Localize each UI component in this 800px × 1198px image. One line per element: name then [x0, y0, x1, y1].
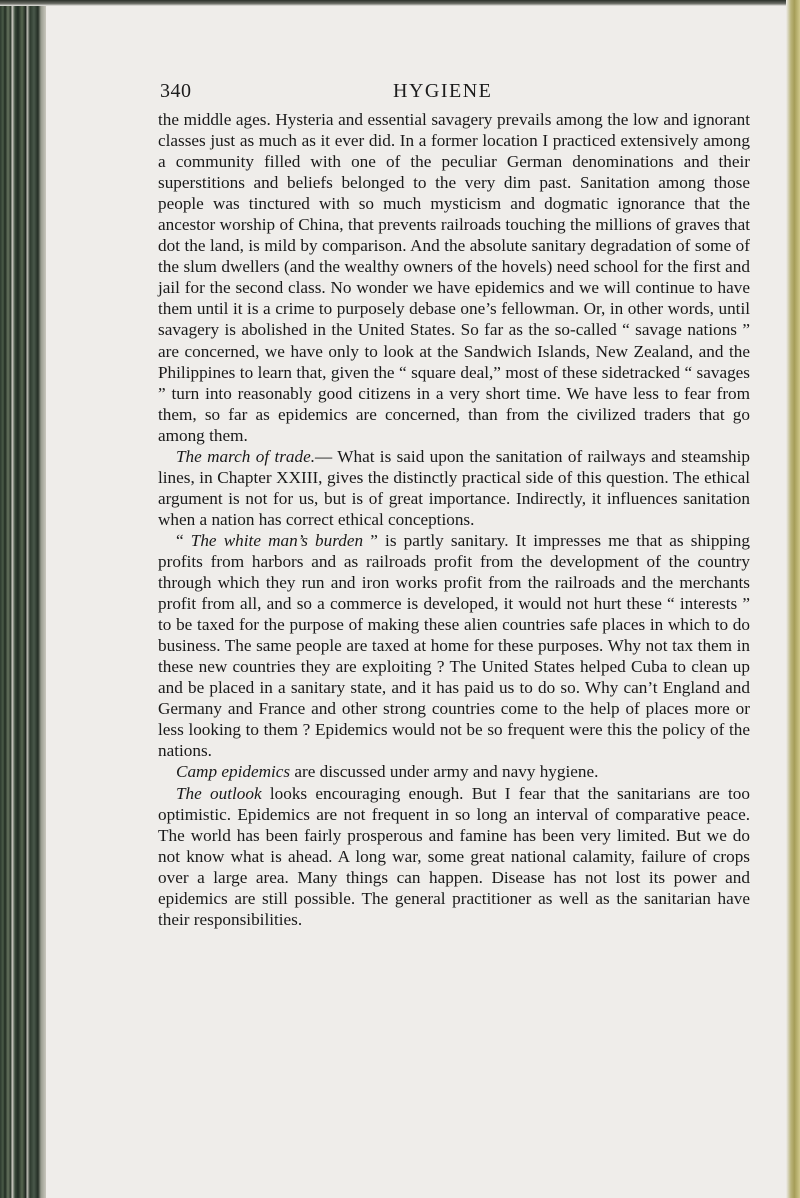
paragraph-lead-italic: The white man’s burden: [190, 530, 364, 550]
paragraph-text: looks encouraging enough. But I fear that the sanitarians are too optimistic. Epidemics are not frequent in so long an interval of comparative peace. The world has been fairly prosperous and famine has been very limited. But we do not know what is ahead. A long war, some great national calamity, failure of crops over a large area. Many things can happen. Disease has not lost its power and epidemics are still possible. The general practitioner as well as the sanitarian have their responsibilities.: [158, 783, 750, 929]
running-title: HYGIENE: [393, 80, 493, 102]
paragraph-text: — What is said upon the sanitation of railways and steamship lines, in Chapter XXIII, gives the distinctly practical side of this question. The ethical argument is not for us, but is of great importance. Indirectly, it influences sanitation when a nation has correct ethical conceptions.: [158, 446, 750, 529]
page-right-edge: [786, 0, 800, 1198]
paragraph-text: are discussed under army and navy hygiene.: [290, 762, 599, 782]
paragraph-outlook: [158, 783, 750, 930]
book-binding-edge: [0, 0, 46, 1198]
paragraph-text: the middle ages. Hysteria and essential savagery prevails among the low and ignorant classes just as much as it ever did. In a former location I practiced extensively among a community filled with one of the peculiar German denominations and their superstitions and beliefs belonged to the very dim past. Sanitation among those people was tinctured with so much mysticism and dogmatic ignorance that the ancestor worship of China, that prevents railroads touching the millions of graves that dot the land, is mild by comparison. And the absolute sanitary degradation of some of the slum dwellers (and the wealthy owners of the hovels) need school for the first and jail for the second class. No wonder we have epidemics and we will continue to have them until it is a crime to purposely debase one’s fellowman. Or, in other words, until savagery is abolished in the United States. So far as the so-called “ savage nations ” are concerned, we have only to look at the Sandwich Islands, New Zealand, and the Philippines to learn that, given the “ square deal,” most of these sidetracked “ savages ” turn into reasonably good citizens in a very short time. We have less to fear from them, so far as epidemics are concerned, than from the civilized traders that go among them.: [158, 110, 750, 445]
paragraph-lead-italic: Camp epidemics: [176, 762, 291, 782]
page-top-edge: [0, 0, 800, 6]
paragraph-white-mans-burden: [158, 530, 750, 762]
paragraph-lead-italic: The outlook: [176, 783, 262, 803]
paragraph-middle-ages: [158, 109, 750, 446]
running-head: [0, 80, 800, 108]
body-text: [158, 109, 750, 930]
page-number: 340: [160, 80, 192, 102]
paragraph-march-of-trade: [158, 446, 750, 530]
paragraph-lead-prefix: “: [176, 530, 191, 550]
paragraph-text: ” is partly sanitary. It impresses me that as shipping profits from harbors and as railroads profit from the development of the country through which they run and iron works profit from the railroads and the merchants profit from all, and so a commerce is developed, it would not hurt these “ interests ” to be taxed for the purpose of making these alien countries safe places in which to do business. The same people are taxed at home for these purposes. Why not tax them in these new countries they are exploiting ? The United States helped Cuba to clean up and be placed in a sanitary state, and it has paid us to do so. Why can’t England and Germany and France and other strong countries come to the help of places more or less looking to them ? Epidemics would not be so frequent were this the policy of the nations.: [158, 530, 750, 761]
paragraph-camp-epidemics: [158, 761, 750, 782]
paragraph-lead-italic: The march of trade.: [176, 446, 316, 466]
